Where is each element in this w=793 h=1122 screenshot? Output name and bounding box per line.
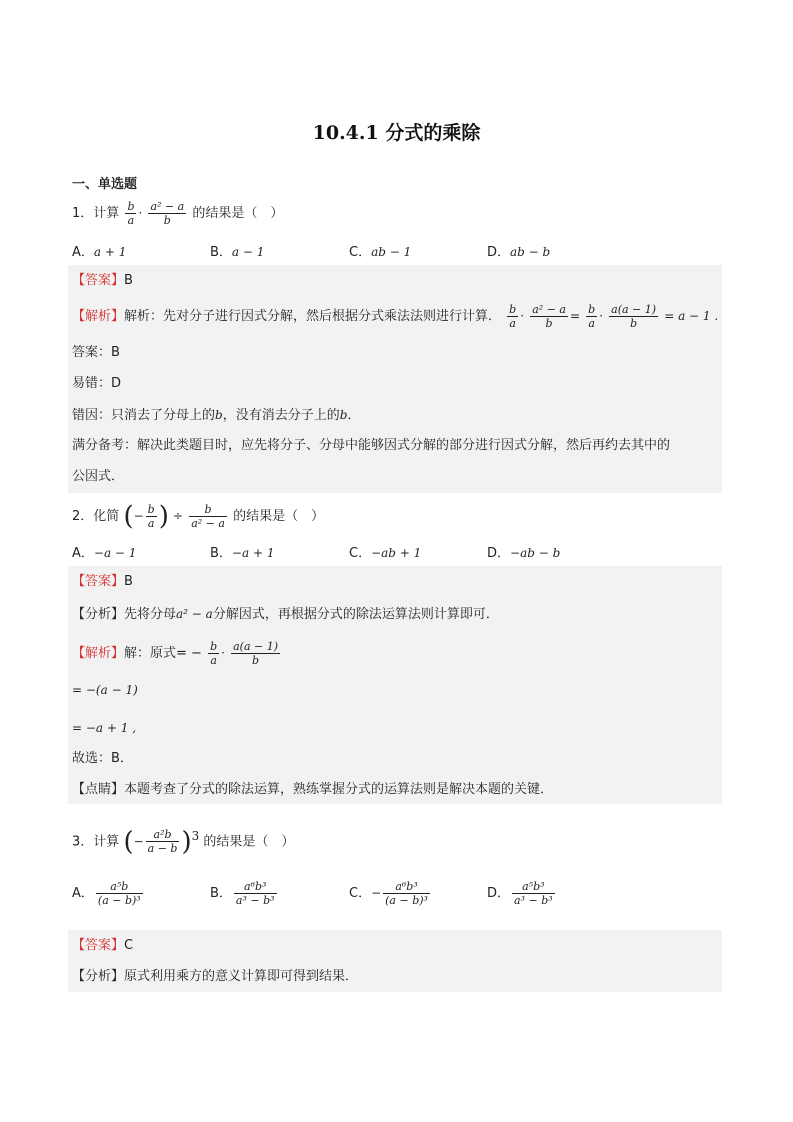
question-1-option-d: D．ab − b [487,245,551,260]
question-3-answer: 【答案】C [72,938,134,953]
question-1-option-c: C．ab − 1 [349,245,412,260]
question-1-option-a: A．a + 1 [72,245,127,260]
fraction: $\frac{b}{a}$ [127,200,135,227]
question-2-option-a: A．−a − 1 [72,546,137,561]
question-2-solution-panel [68,566,722,804]
question-1-tip-cont: 公因式． [72,469,125,484]
question-2-dianjing: 【点睛】本题考查了分式的除法运算，熟练掌握分式的运算法则是解决本题的关键． [72,782,554,797]
question-2-option-d: D．−ab − b [487,546,561,561]
question-3-option-c: C．− $\frac{\text{a⁶b³}}{\text{(a − b)³}}$ [349,880,428,907]
question-2-choice: 故选：B． [72,751,133,766]
question-2-option-b: B．−a + 1 [210,546,275,561]
question-1-easy-mistake: 易错：D [72,376,122,391]
page-title: 10.4.1 分式的乘除 [312,122,481,144]
question-3-option-a: A． $\frac{\text{a⁵b}}{\text{(a − b)³}}$ [72,880,141,907]
question-1-analysis: 【解析】解析：先对分子进行因式分解，然后根据分式乘法法则进行计算． $\frac{b}{a}$ · $\frac{\text{a² − a}}{b}$ = $\frac{b}{a}$ · $\frac{a(a - 1)}{b}$ = a − 1 . [72,303,719,330]
question-2-step-3: = −a + 1 , [72,721,137,735]
question-1-answer-line: 答案：B [72,345,120,360]
question-2-option-c: C．−ab + 1 [349,546,422,561]
question-1-mistake-reason: 错因：只消去了分母上的b，没有消去分子上的b． [72,408,361,423]
question-3-option-d: D． $\frac{\text{a⁵b³}}{\text{a³ − b³}}$ [487,880,553,907]
section-heading: 一、单选题 [72,177,138,192]
question-1-answer: 【答案】B [72,273,133,288]
question-1-option-b: B．a − 1 [210,245,265,260]
question-2-step-2: = −(a − 1) [72,683,138,697]
question-3-option-b: B． $\frac{\text{a⁶b³}}{\text{a³ − b³}}$ [210,880,275,907]
question-1-tip: 满分备考：解决此类题目时，应先将分子、分母中能够因式分解的部分进行因式分解，然后再约去其中的 [72,438,671,453]
question-3-fenxi: 【分析】原式利用乘方的意义计算即可得到结果． [72,969,359,984]
question-2-analysis: 【解析】解：原式= − $\frac{b}{a}$ · $\frac{a(a - 1)}{b}$ [72,640,279,667]
question-1-solution-panel [68,265,722,493]
question-2-answer: 【答案】B [72,574,133,589]
question-3-stem: 3．计算 (− $\frac{\text{a²b}}{a - b}$ )$^3$ 的结果是（ ） [72,826,295,857]
question-2-stem: 2．化简 (− $\frac{b}{a}$ ) ÷ $\frac{b}{\text{a² − a}}$ 的结果是（ ） [72,501,325,532]
question-2-fenxi: 【分析】先将分母a² − a分解因式，再根据分式的除法运算法则计算即可． [72,607,499,622]
fraction: $\frac{\text{a² − a}}{b}$ [150,200,185,227]
question-1-stem: 1．计算 $\frac{b}{a}$ · $\frac{\text{a² − a}}{b}$ 的结果是（ ） [72,200,284,227]
